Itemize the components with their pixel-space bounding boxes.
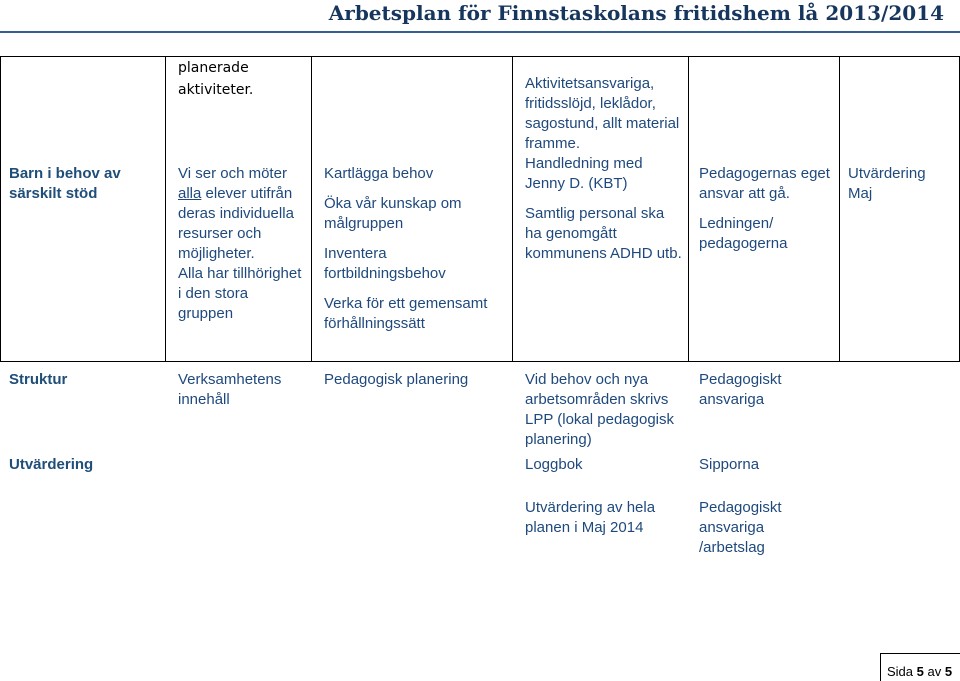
resource-text: Handledning med Jenny D. (KBT) — [525, 155, 643, 192]
goal-prefix: Vi ser och möter — [178, 165, 287, 182]
responsible-cell — [699, 164, 837, 254]
page-number-box — [880, 653, 960, 681]
activity-item: Verka för ett gemensamt förhållningssätt — [324, 295, 488, 332]
col-divider — [839, 56, 840, 361]
col-divider — [688, 56, 689, 361]
activities-cell — [324, 164, 509, 334]
utvardering-responsible: Sipporna — [699, 456, 760, 473]
utvardering-responsible: Pedagogiskt ansvariga /arbetslag — [699, 499, 782, 556]
page-current: 5 — [916, 664, 924, 679]
resource-text: Samtlig personal ska ha genomgått kommunens ADHD utb. — [525, 205, 682, 262]
resource-text: Aktivitetsansvariga, fritidsslöjd, leklådor, sagostund, allt material framme. — [525, 75, 680, 152]
responsible-text: Pedagogernas eget ansvar att gå. — [699, 165, 830, 202]
evaluation-cell — [848, 164, 958, 204]
col-divider — [512, 56, 513, 361]
col-divider — [311, 56, 312, 361]
responsible-text: Ledningen/ pedagogerna — [699, 215, 788, 252]
continuation-line: planerade — [178, 60, 249, 76]
utvardering-resources: Loggbok — [525, 456, 583, 473]
evaluation-text: Utvärdering — [848, 165, 926, 182]
header-rule — [0, 31, 960, 33]
activity-item: Inventera fortbildningsbehov — [324, 245, 446, 282]
struktur-activity: Pedagogisk planering — [324, 371, 469, 388]
struktur-resources: Vid behov och nya arbetsområden skrivs LPP (lokal pedagogisk planering) — [525, 371, 674, 448]
struktur-responsible: Pedagogiskt ansvariga — [699, 371, 782, 408]
activity-item: Kartlägga behov — [324, 165, 434, 182]
goal-cell — [178, 164, 306, 324]
page-total: 5 — [944, 664, 953, 679]
area-struktur: Struktur — [9, 371, 68, 388]
goal-text — [178, 164, 306, 264]
resources-cell — [525, 74, 685, 264]
activity-item: Öka vår kunskap om målgruppen — [324, 195, 462, 232]
row-divider — [0, 361, 960, 362]
table-top-border — [0, 56, 960, 57]
page-prefix: Sida — [887, 664, 914, 679]
goal-underlined: alla — [178, 185, 202, 202]
struktur-goal: Verksamhetens innehåll — [178, 371, 282, 408]
page-number — [887, 664, 952, 679]
goal-rest: elever utifrån deras individuella resurser och möjligheter. — [178, 185, 294, 262]
area-barn-i-behov: Barn i behov av särskilt stöd — [9, 165, 121, 202]
page-middle: av — [927, 664, 942, 679]
area-utvardering: Utvärdering — [9, 456, 94, 473]
evaluation-text: Maj — [848, 185, 873, 202]
document-header-title: Arbetsplan för Finnstaskolans fritidshem lå 2013/2014 — [328, 1, 944, 25]
col-divider — [0, 56, 1, 361]
continuation-cell — [178, 57, 308, 101]
continuation-line: aktiviteter. — [178, 82, 254, 98]
utvardering-resources: Utvärdering av hela planen i Maj 2014 — [525, 499, 656, 536]
goal-rest: Alla har tillhörighet i den stora gruppen — [178, 265, 302, 322]
col-divider — [165, 56, 166, 361]
